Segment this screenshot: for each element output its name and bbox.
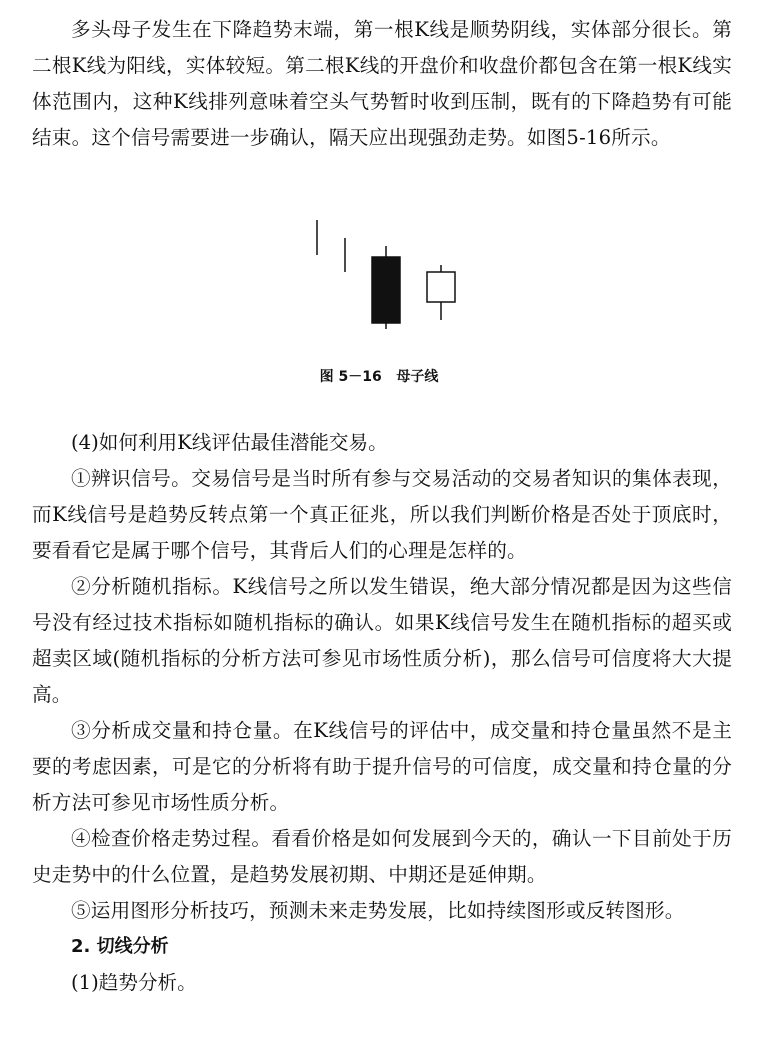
step-5-pattern-analysis: ⑤运用图形分析技巧，预测未来走势发展，比如持续图形或反转图形。 [71, 899, 685, 922]
section-2-heading: 2. 切线分析 [71, 936, 169, 957]
candle-4-bullish-body [427, 272, 455, 302]
figure-caption: 图 5－16 母子线 [319, 369, 439, 385]
harami-candlestick-figure [300, 210, 470, 340]
step-1-identify-signal: ①辨识信号。交易信号是当时所有参与交易活动的交易者知识的集体表现，而K线信号是趋势反转点第一个真正征兆，所以我们判断价格是否处于顶底时，要看看它是属于哪个信号，其背后人们的心理是怎样的。 [32, 467, 732, 562]
candle-3-bearish-body [372, 257, 400, 323]
subsection-1-trend-analysis: (1)趋势分析。 [71, 971, 197, 994]
step-2-stochastic-indicator: ②分析随机指标。K线信号之所以发生错误，绝大部分情况都是因为这些信号没有经过技术指标如随机指标的确认。如果K线信号发生在随机指标的超买或超卖区域(随机指标的分析方法可参见市场性质分析)，那么信号可信度将大大提高。 [32, 575, 732, 706]
paragraph-bullish-harami: 多头母子发生在下降趋势末端，第一根K线是顺势阴线，实体部分很长。第二根K线为阳线，实体较短。第二根K线的开盘价和收盘价都包含在第一根K线实体范围内，这种K线排列意味着空头气势暂时收到压制，既有的下降趋势有可能结束。这个信号需要进一步确认，隔天应出现强劲走势。如图5-16所示。 [32, 18, 732, 149]
item-4-heading: (4)如何利用K线评估最佳潜能交易。 [71, 431, 388, 454]
step-3-volume-open-interest: ③分析成交量和持仓量。在K线信号的评估中，成交量和持仓量虽然不是主要的考虑因素，可是它的分析将有助于提升信号的可信度，成交量和持仓量的分析方法可参见市场性质分析。 [32, 719, 732, 814]
step-4-price-trend-process: ④检查价格走势过程。看看价格是如何发展到今天的，确认一下目前处于历史走势中的什么位置，是趋势发展初期、中期还是延伸期。 [32, 827, 732, 886]
